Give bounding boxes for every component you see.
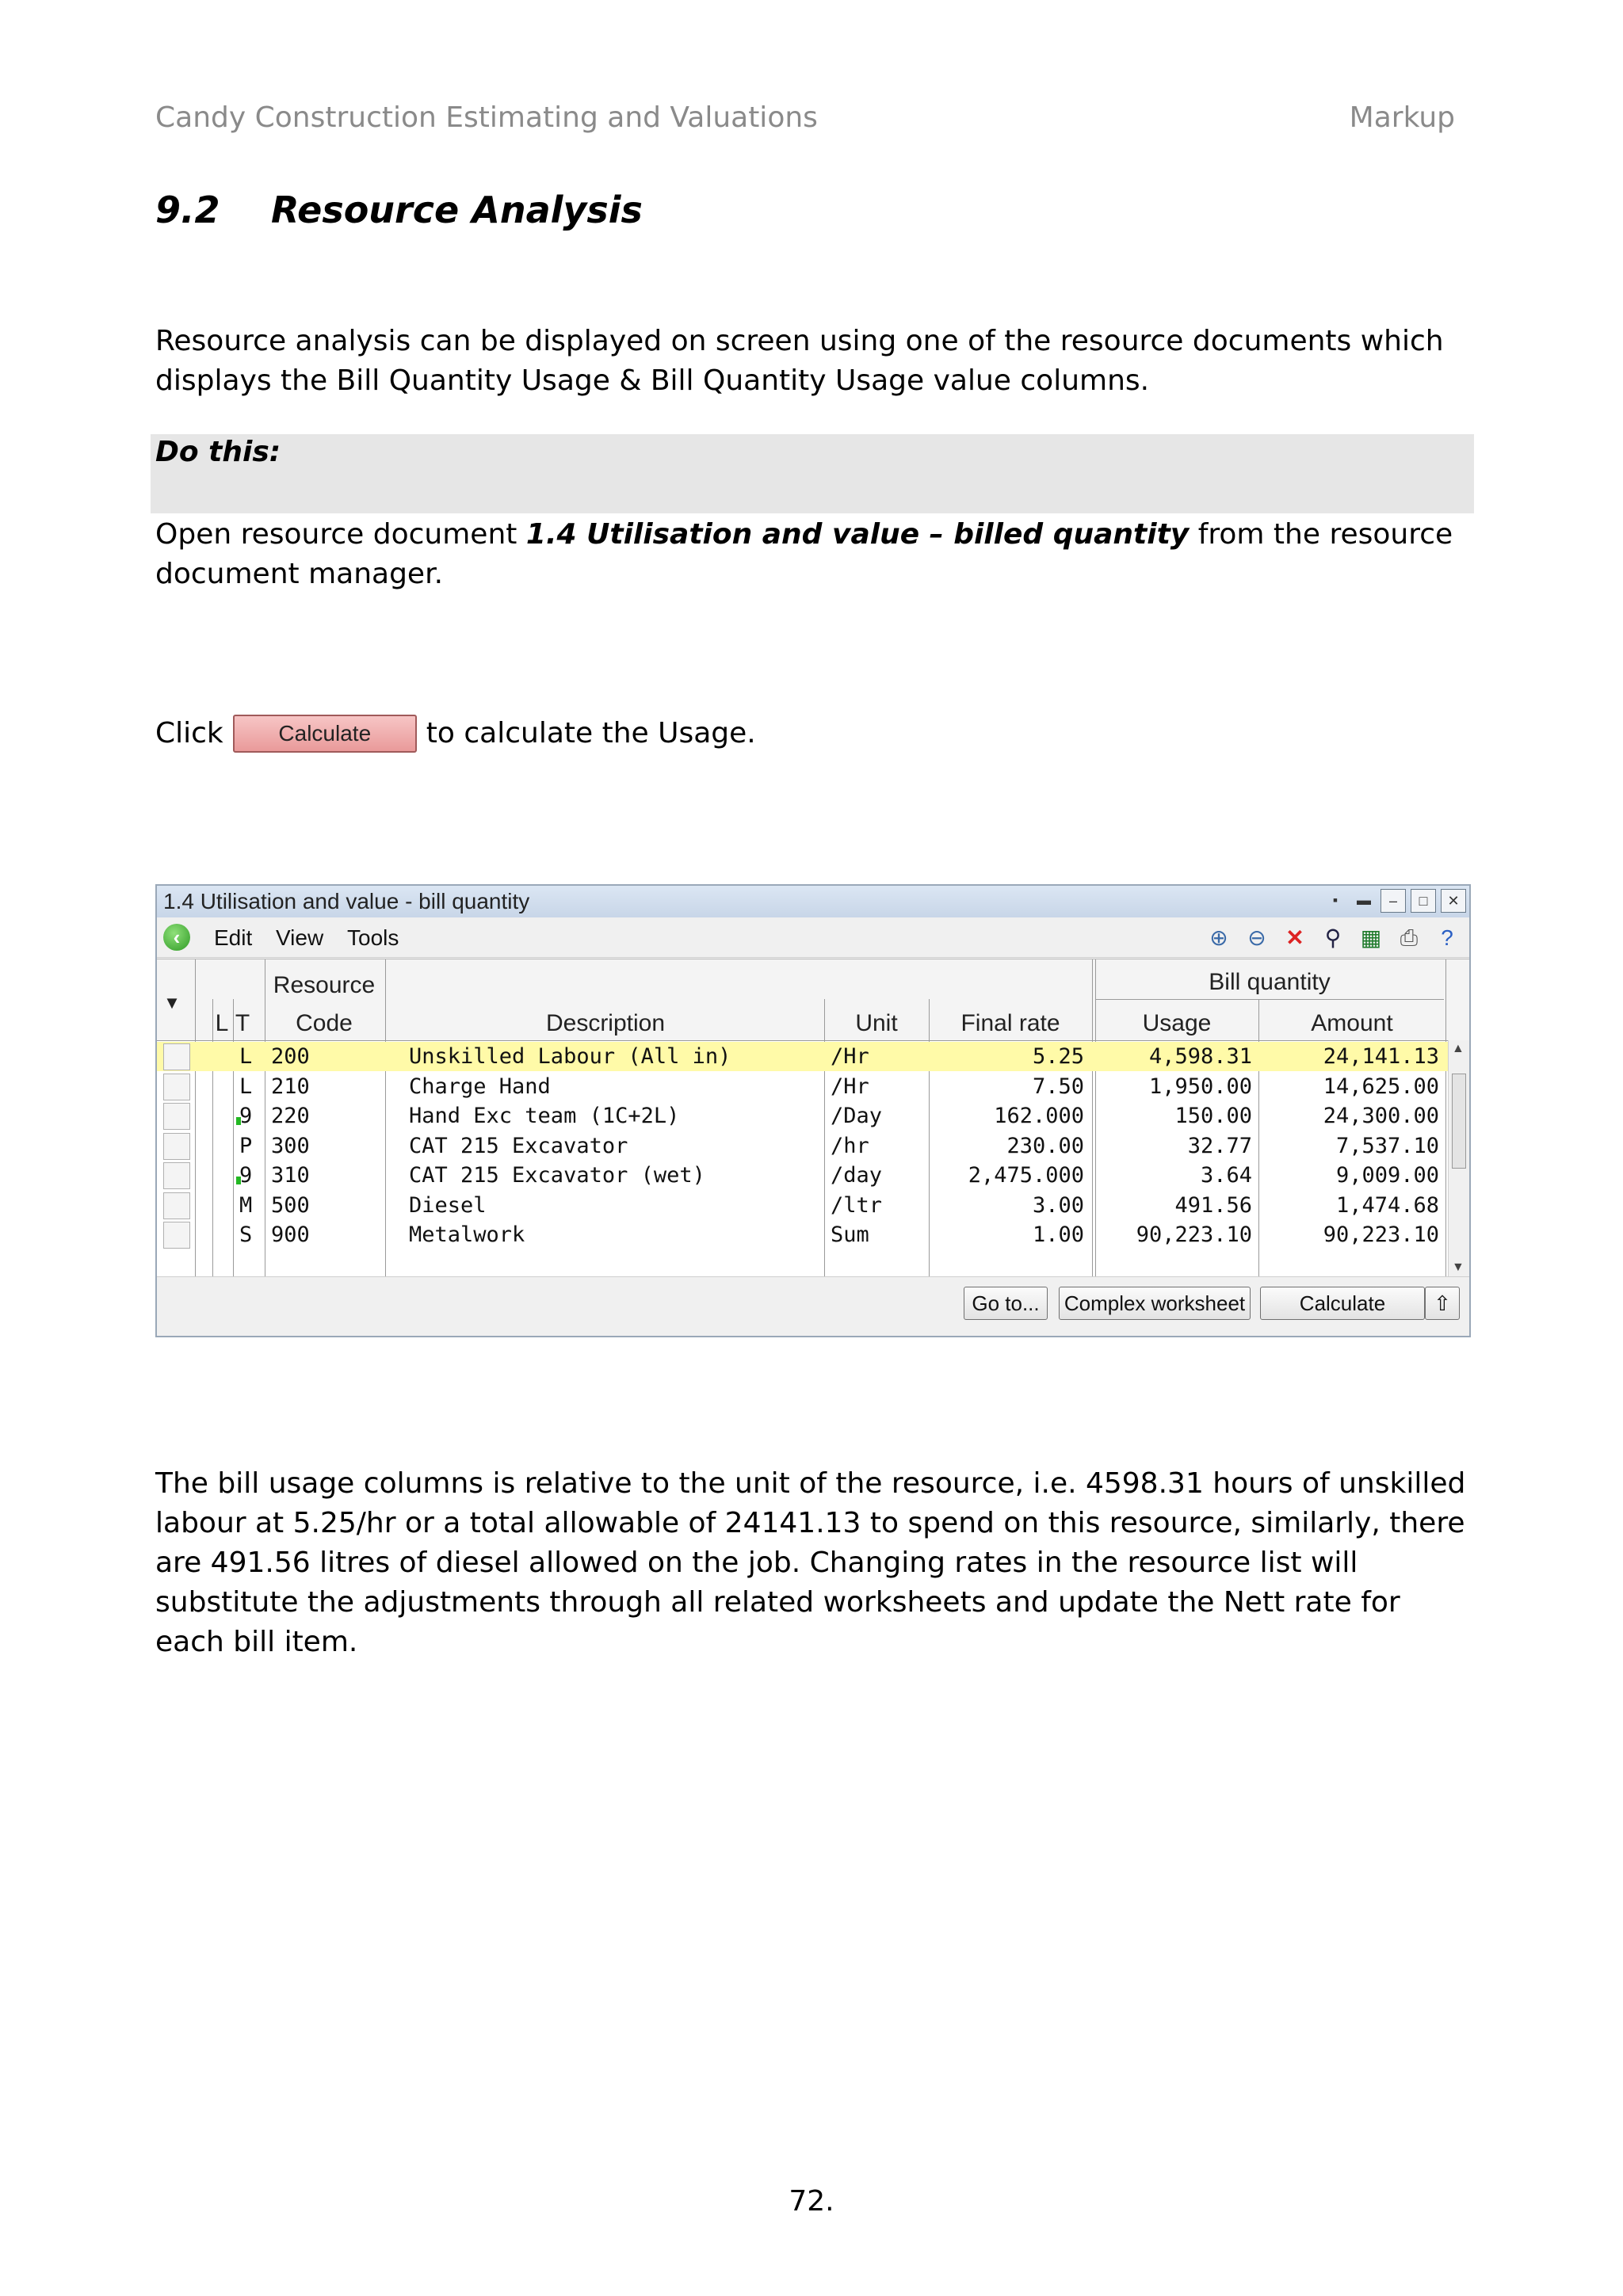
final-rate-cell: 5.25 bbox=[1032, 1044, 1084, 1069]
type-cell: L bbox=[239, 1044, 253, 1069]
row-selector[interactable] bbox=[163, 1043, 190, 1070]
usage-cell: 3.64 bbox=[1200, 1163, 1252, 1188]
calculate-button-image: Calculate bbox=[233, 715, 417, 753]
col-final-rate: Final rate bbox=[960, 1010, 1060, 1036]
scroll-down-icon[interactable]: ▼ bbox=[1452, 1261, 1465, 1274]
code-cell: 210 bbox=[271, 1074, 310, 1099]
type-cell: S bbox=[239, 1222, 253, 1247]
usage-cell: 90,223.10 bbox=[1136, 1222, 1252, 1247]
zoom-in-icon[interactable]: ⊕ bbox=[1209, 925, 1228, 950]
col-unit: Unit bbox=[855, 1010, 898, 1036]
excel-export-icon[interactable]: ▦ bbox=[1360, 925, 1382, 950]
unit-cell: /Hr bbox=[831, 1044, 869, 1069]
type-cell: 9 bbox=[239, 1104, 253, 1128]
menu-view[interactable]: View bbox=[276, 925, 324, 950]
menu-edit[interactable]: Edit bbox=[214, 925, 253, 950]
row-selector[interactable] bbox=[163, 1222, 190, 1249]
menu-tools[interactable]: Tools bbox=[347, 925, 399, 950]
row-selector[interactable] bbox=[163, 1162, 190, 1189]
resource-grid bbox=[157, 959, 1469, 1276]
expand-up-icon[interactable]: ⇧ bbox=[1425, 1287, 1460, 1320]
do-this-box bbox=[151, 434, 1474, 513]
click-before: Click bbox=[155, 717, 223, 749]
row-selector[interactable] bbox=[163, 1192, 190, 1219]
col-amount: Amount bbox=[1311, 1010, 1393, 1036]
section-number: 9.2 bbox=[155, 189, 220, 231]
code-cell: 900 bbox=[271, 1222, 310, 1247]
instruction-after: from the resource document manager. bbox=[155, 518, 1453, 590]
type-cell: P bbox=[239, 1133, 253, 1158]
grid-header bbox=[157, 959, 1469, 1041]
row-selector[interactable] bbox=[163, 1133, 190, 1160]
unit-cell: /Hr bbox=[831, 1074, 869, 1099]
instruction-doc-name: 1.4 Utilisation and value – billed quantity bbox=[525, 518, 1190, 551]
type-cell: M bbox=[239, 1192, 253, 1218]
col-l: L bbox=[215, 1010, 229, 1036]
col-bill-quantity: Bill quantity bbox=[1209, 969, 1331, 995]
zoom-out-icon[interactable]: ⊖ bbox=[1247, 925, 1266, 950]
type-cell: L bbox=[239, 1074, 253, 1099]
close-button[interactable]: ✕ bbox=[1441, 889, 1466, 913]
section-title: Resource Analysis bbox=[271, 189, 643, 231]
final-rate-cell: 1.00 bbox=[1032, 1222, 1084, 1247]
complex-worksheet-button[interactable]: Complex worksheet bbox=[1059, 1287, 1251, 1320]
amount-cell: 24,141.13 bbox=[1323, 1044, 1439, 1069]
explanation-paragraph: The bill usage columns is relative to the unit of the resource, i.e. 4598.31 hours of unskilled labour at 5.25/hr or a total allowable of 24141.13 to spend on this resource, similarly, there are 491.56 litres of diesel allowed on the job. Changing rates in the resource list will substitute the adjustments through all related worksheets and update the Nett rate for each bill item. bbox=[155, 1467, 1466, 1658]
col-usage: Usage bbox=[1142, 1010, 1212, 1036]
col-resource: Resource bbox=[273, 972, 376, 998]
window-footer bbox=[157, 1276, 1469, 1336]
page-number: 72. bbox=[789, 2185, 834, 2218]
sort-icon[interactable]: ▼ bbox=[163, 993, 181, 1013]
description-cell: Charge Hand bbox=[409, 1074, 551, 1099]
float-icon[interactable]: ▬ bbox=[1357, 892, 1371, 908]
row-selector[interactable] bbox=[163, 1103, 190, 1130]
instruction-paragraph bbox=[155, 515, 1471, 594]
unit-cell: /day bbox=[831, 1163, 883, 1188]
unit-cell: /hr bbox=[831, 1133, 869, 1158]
description-cell: Diesel bbox=[409, 1192, 487, 1218]
unit-cell: /Day bbox=[831, 1104, 883, 1128]
final-rate-cell: 230.00 bbox=[1006, 1133, 1084, 1158]
amount-cell: 7,537.10 bbox=[1335, 1133, 1439, 1158]
code-cell: 200 bbox=[271, 1044, 310, 1069]
final-rate-cell: 7.50 bbox=[1032, 1074, 1084, 1099]
usage-cell: 150.00 bbox=[1174, 1104, 1252, 1128]
usage-cell: 1,950.00 bbox=[1148, 1074, 1252, 1099]
find-icon[interactable]: ⚲ bbox=[1324, 925, 1342, 950]
running-header-section: Markup bbox=[1349, 101, 1455, 134]
amount-cell: 14,625.00 bbox=[1323, 1074, 1439, 1099]
menu-bar bbox=[157, 919, 1469, 958]
scroll-thumb[interactable] bbox=[1452, 1074, 1466, 1169]
back-arrow-icon[interactable]: ‹ bbox=[163, 924, 190, 951]
col-description: Description bbox=[545, 1010, 666, 1036]
description-cell: Hand Exc team (1C+2L) bbox=[409, 1104, 680, 1128]
table-row[interactable] bbox=[157, 1131, 1469, 1161]
table-row[interactable] bbox=[157, 1161, 1469, 1190]
resource-document-window bbox=[155, 884, 1471, 1337]
section-heading bbox=[155, 189, 643, 231]
amount-cell: 1,474.68 bbox=[1335, 1192, 1439, 1218]
code-cell: 500 bbox=[271, 1192, 310, 1218]
unit-cell: Sum bbox=[831, 1222, 869, 1247]
calculate-button[interactable]: Calculate bbox=[1260, 1287, 1425, 1320]
do-this-label: Do this: bbox=[155, 436, 281, 468]
final-rate-cell: 162.000 bbox=[994, 1104, 1084, 1128]
usage-cell: 32.77 bbox=[1187, 1133, 1252, 1158]
running-header-title: Candy Construction Estimating and Valuations bbox=[155, 101, 818, 134]
description-cell: Metalwork bbox=[409, 1222, 525, 1247]
amount-cell: 90,223.10 bbox=[1323, 1222, 1439, 1247]
maximize-button[interactable]: □ bbox=[1411, 889, 1436, 913]
final-rate-cell: 3.00 bbox=[1032, 1192, 1084, 1218]
table-row[interactable] bbox=[157, 1220, 1469, 1249]
vertical-scrollbar[interactable] bbox=[1448, 1040, 1469, 1276]
window-titlebar bbox=[157, 886, 1469, 917]
usage-cell: 491.56 bbox=[1174, 1192, 1252, 1218]
code-cell: 310 bbox=[271, 1163, 310, 1188]
type-cell: 9 bbox=[239, 1163, 253, 1188]
description-cell: CAT 215 Excavator bbox=[409, 1133, 628, 1158]
table-row[interactable] bbox=[157, 1042, 1469, 1071]
description-cell: CAT 215 Excavator (wet) bbox=[409, 1163, 705, 1188]
window-title: 1.4 Utilisation and value - bill quantity bbox=[163, 889, 530, 913]
goto-button[interactable]: Go to... bbox=[964, 1287, 1048, 1320]
amount-cell: 24,300.00 bbox=[1323, 1104, 1439, 1128]
help-icon[interactable]: ? bbox=[1441, 925, 1453, 950]
code-cell: 300 bbox=[271, 1133, 310, 1158]
table-row[interactable] bbox=[157, 1191, 1469, 1220]
dock-icon[interactable]: ▪ bbox=[1332, 892, 1338, 908]
table-row[interactable] bbox=[157, 1072, 1469, 1101]
minimize-button[interactable]: – bbox=[1381, 889, 1406, 913]
usage-cell: 4,598.31 bbox=[1148, 1044, 1252, 1069]
scroll-up-icon[interactable]: ▲ bbox=[1452, 1042, 1465, 1055]
click-instruction bbox=[155, 710, 756, 757]
instruction-before: Open resource document bbox=[155, 518, 526, 551]
print-icon[interactable]: ⎙ bbox=[1400, 925, 1419, 950]
col-code: Code bbox=[296, 1010, 353, 1036]
click-after: to calculate the Usage. bbox=[426, 717, 756, 749]
amount-cell: 9,009.00 bbox=[1335, 1163, 1439, 1188]
col-t: T bbox=[235, 1010, 250, 1036]
row-selector[interactable] bbox=[163, 1074, 190, 1100]
delete-icon[interactable]: ✕ bbox=[1285, 925, 1304, 950]
table-row[interactable] bbox=[157, 1101, 1469, 1131]
final-rate-cell: 2,475.000 bbox=[968, 1163, 1084, 1188]
description-cell: Unskilled Labour (All in) bbox=[409, 1044, 731, 1069]
intro-paragraph: Resource analysis can be displayed on screen using one of the resource documents which displays the Bill Quantity Usage & Bill Quantity Usage value columns. bbox=[155, 325, 1444, 397]
code-cell: 220 bbox=[271, 1104, 310, 1128]
unit-cell: /ltr bbox=[831, 1192, 883, 1218]
